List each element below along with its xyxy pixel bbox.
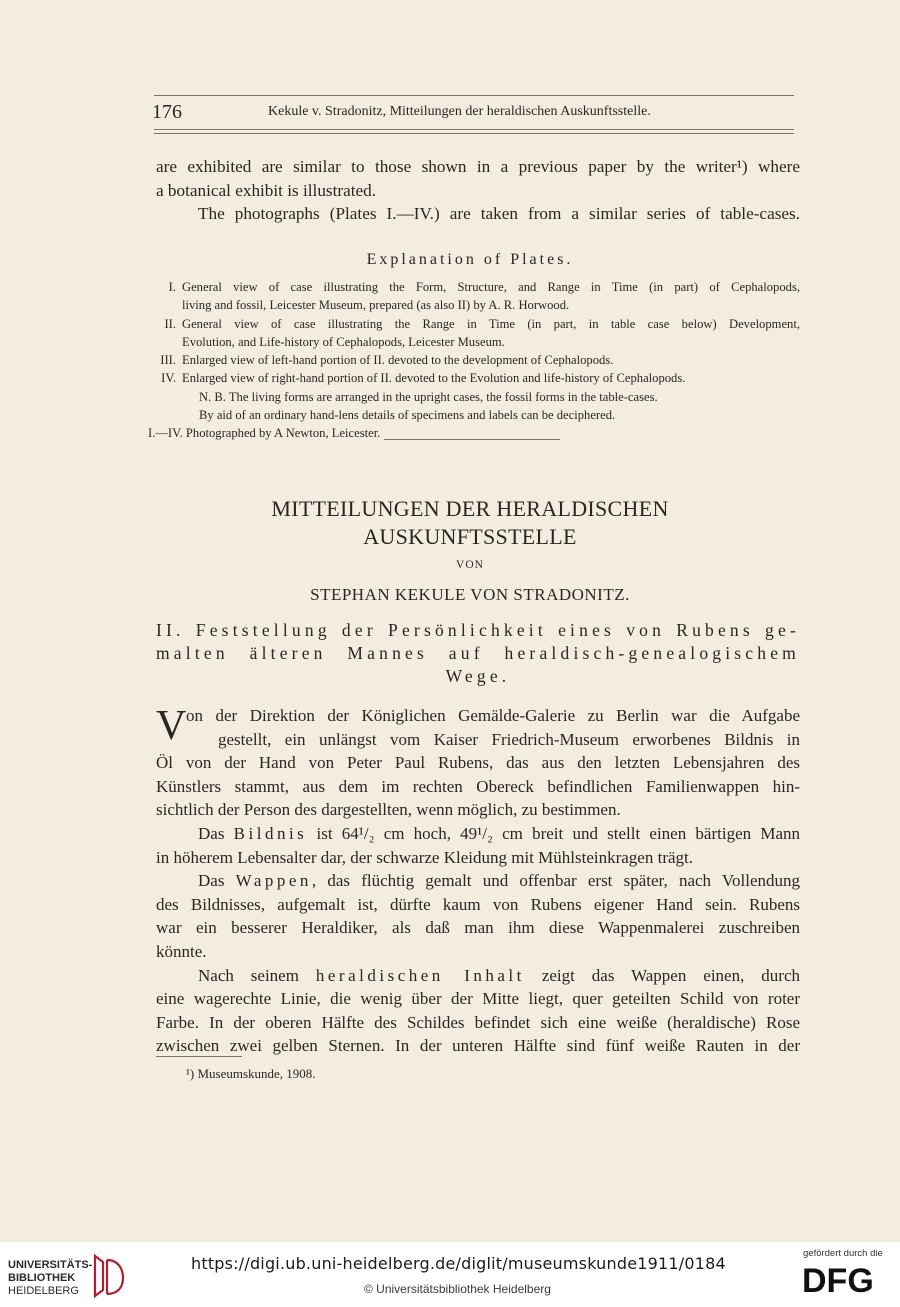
plates-list	[148, 278, 800, 443]
article-title: MITTEILUNGEN DER HERALDISCHEN	[271, 496, 669, 521]
body-line: eine wagerechte Linie, die wenig über der Mitte liegt, quer geteilten Schild von roter	[156, 989, 800, 1009]
section-separator	[384, 439, 560, 440]
header-rule-bottom	[154, 129, 794, 130]
explanation-title: Explanation of Plates.	[366, 251, 574, 268]
dfg-logo-text: DFG	[802, 1262, 874, 1300]
plate-text: Enlarged view of left-hand portion of II. devoted to the development of Cephalopods.	[182, 353, 614, 368]
body-line: könnte.	[156, 941, 207, 961]
plate-number: IV.	[161, 371, 176, 386]
article-subtitle	[156, 619, 800, 688]
plate-text: Enlarged view of right-hand portion of II. devoted to the Evolution and life-history of Cephalopods.	[182, 371, 686, 386]
plate-item	[148, 278, 800, 315]
viewer-footer	[0, 1242, 900, 1307]
body-line: war ein besserer Heraldiker, als daß man ihm diese Wappenmalerei zuschreiben	[156, 918, 800, 938]
body-line: Künstlers stammt, aus dem im rechten Obereck befindlichen Familienwappen hin-	[156, 776, 800, 796]
plate-text: living and fossil, Leicester Museum, prepared (as also II) by A. R. Horwood.	[182, 298, 570, 313]
body-line: zwischen zwei gelben Sternen. In der unteren Hälfte sind fünf weiße Rauten in der	[156, 1036, 800, 1056]
plate-item	[148, 351, 800, 369]
footnote-rule	[156, 1056, 242, 1057]
page-number: 176	[152, 101, 182, 123]
intro-line: are exhibited are similar to those shown in a previous paper by the writer¹) where	[156, 157, 800, 176]
permalink-url[interactable]: https://digi.ub.uni-heidelberg.de/diglit/museumskunde1911/0184	[191, 1254, 726, 1273]
plate-number: II.	[164, 316, 176, 331]
plate-text: General view of case illustrating the Range in Time (in part, in table case below) Development,	[182, 316, 800, 331]
plate-item	[148, 315, 800, 352]
plate-text: Evolution, and Life-history of Cephalopods, Leicester Museum.	[182, 334, 505, 349]
subtitle-line: malten älteren Mannes auf heraldisch-genealogischem	[156, 643, 800, 663]
plate-number: III.	[160, 353, 176, 368]
article-author: STEPHAN KEKULE VON STRADONITZ.	[310, 585, 630, 604]
funded-by-label: gefördert durch die	[803, 1248, 883, 1259]
plates-note: N. B. The living forms are arranged in the upright cases, the fossil forms in the table-cases.	[199, 389, 658, 404]
body-line: Öl von der Hand von Peter Paul Rubens, das aus den letzten Lebensjahren des	[156, 753, 800, 773]
spaced-word: Bildnis	[233, 823, 308, 843]
body-line: Nach seinem heraldischen Inhalt zeigt das Wappen einen, durch	[198, 965, 800, 985]
footnote: ¹) Museumskunde, 1908.	[186, 1066, 316, 1081]
subtitle-line: Wege.	[445, 666, 511, 686]
library-logo-icon[interactable]	[89, 1250, 129, 1302]
intro-paragraph-2: The photographs (Plates I.—IV.) are taken from a similar series of table-cases.	[198, 204, 800, 223]
body-line: des Bildnisses, aufgemalt ist, dürfte kaum von Rubens eigener Hand sein. Rubens	[156, 894, 800, 914]
plates-note: By aid of an ordinary hand-lens details of specimens and labels can be deciphered.	[199, 408, 616, 423]
running-title: Kekule v. Stradonitz, Mitteilungen der heraldischen Auskunftsstelle.	[268, 104, 651, 119]
body-line: Das Wappen, das flüchtig gemalt und offenbar erst später, nach Vollendung	[198, 871, 800, 891]
photo-credit: I.—IV. Photographed by A Newton, Leicester.	[148, 426, 381, 441]
body-line: in höherem Lebensalter dar, der schwarze Kleidung mit Mühlsteinkragen trägt.	[156, 847, 693, 867]
copyright-notice: © Universitätsbibliothek Heidelberg	[364, 1282, 551, 1296]
body-line: Farbe. In der oberen Hälfte des Schildes befindet sich eine weiße (heraldische) Rose	[156, 1012, 800, 1032]
subtitle-line: II. Feststellung der Persönlichkeit eines von Rubens ge-	[156, 620, 800, 640]
header-rule-bottom-2	[154, 133, 794, 134]
article-title: AUSKUNFTSSTELLE	[363, 524, 577, 549]
header-rule-top	[154, 95, 794, 96]
body-line: Das Bildnis ist 64¹/₂ cm hoch, 49¹/₂ cm breit und stellt einen bärtigen Mann	[198, 823, 800, 843]
spaced-word: Wappen	[235, 871, 312, 891]
body-line: gestellt, ein unlängst vom Kaiser Friedrich-Museum erworbenes Bildnis in	[218, 729, 800, 749]
body-line: on der Direktion der Königlichen Gemälde-Galerie zu Berlin war die Aufgabe	[186, 706, 800, 725]
drop-cap: V	[156, 703, 187, 749]
plate-item	[148, 369, 800, 387]
dfg-logo[interactable]	[800, 1258, 890, 1300]
library-logo-text[interactable]: UNIVERSITÄTS- BIBLIOTHEK HEIDELBERG	[8, 1259, 93, 1297]
plate-text: General view of case illustrating the Form, Structure, and Range in Time (in part) of Cephalopods,	[182, 280, 800, 294]
article-body	[156, 704, 800, 1058]
spaced-word: heraldischen Inhalt	[315, 965, 525, 985]
plate-number: I.	[168, 280, 176, 294]
intro-paragraph-1	[156, 155, 800, 202]
intro-line: a botanical exhibit is illustrated.	[156, 180, 377, 200]
body-line: sichtlich der Person des dargestellten, wenn möglich, zu bestimmen.	[156, 800, 621, 820]
byline-von: VON	[456, 559, 484, 571]
